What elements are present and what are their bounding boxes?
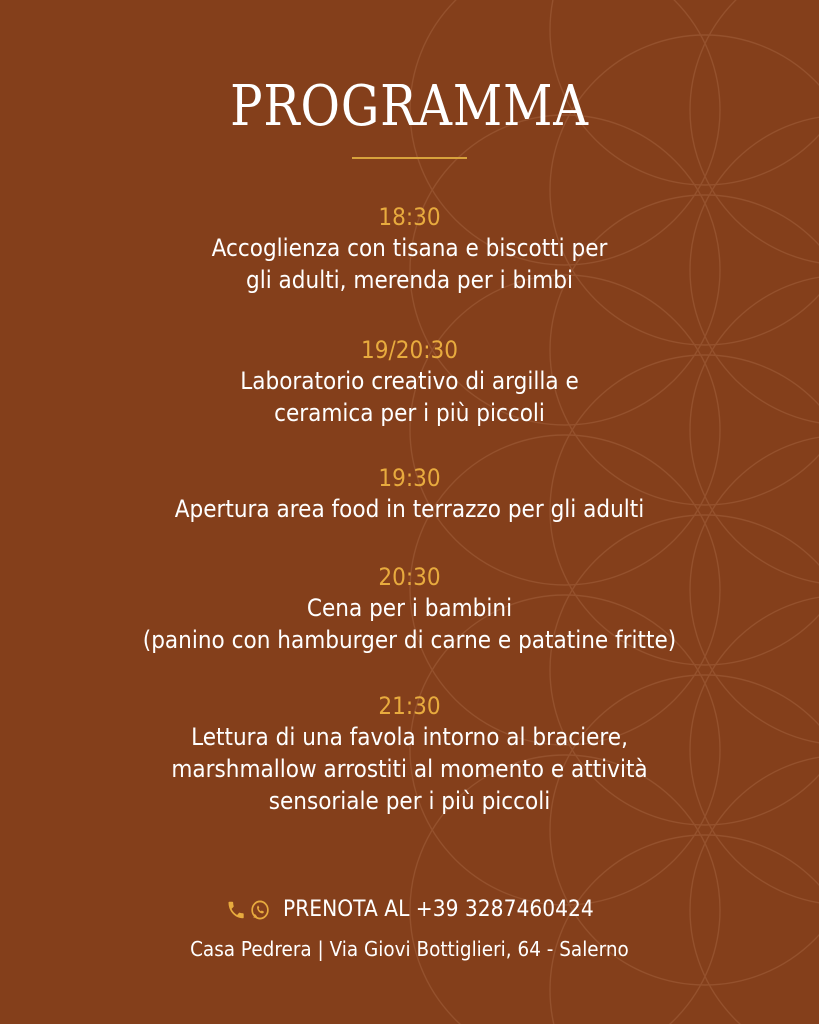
booking-phone: PRENOTA AL +39 3287460424 — [282, 897, 594, 922]
schedule-description-line: sensoriale per i più piccoli — [268, 787, 551, 815]
schedule-description-line: (panino con hamburger di carne e patatine fritte) — [142, 626, 677, 654]
schedule-item — [0, 202, 819, 296]
title-divider — [352, 157, 467, 159]
schedule-description-line: marshmallow arrostiti al momento e attività — [171, 755, 648, 783]
venue-address — [0, 933, 819, 965]
schedule-item — [0, 691, 819, 817]
schedule-time: 18:30 — [378, 203, 441, 231]
schedule-description-line: Laboratorio creativo di argilla e — [240, 367, 579, 395]
schedule-time: 19/20:30 — [360, 336, 459, 364]
phone-icon — [226, 899, 246, 921]
schedule-description-line: Lettura di una favola intorno al braciere, — [191, 723, 628, 751]
schedule-time: 20:30 — [378, 563, 441, 591]
schedule-item — [0, 562, 819, 656]
page-title: PROGRAMMA — [230, 74, 589, 139]
schedule-description-line: Apertura area food in terrazzo per gli adulti — [174, 495, 645, 523]
schedule-description-line: gli adulti, merenda per i bimbi — [245, 266, 574, 294]
schedule-time: 19:30 — [378, 464, 441, 492]
schedule-description-line: Accoglienza con tisana e biscotti per — [211, 234, 608, 262]
schedule-item — [0, 463, 819, 525]
whatsapp-icon — [250, 899, 270, 921]
schedule-time: 21:30 — [378, 692, 441, 720]
schedule-description-line: ceramica per i più piccoli — [274, 399, 545, 427]
schedule-description-line: Cena per i bambini — [306, 594, 513, 622]
booking-line — [0, 894, 819, 926]
address-text: Casa Pedrera | Via Giovi Bottiglieri, 64 - Salerno — [190, 937, 629, 961]
schedule-item — [0, 335, 819, 429]
